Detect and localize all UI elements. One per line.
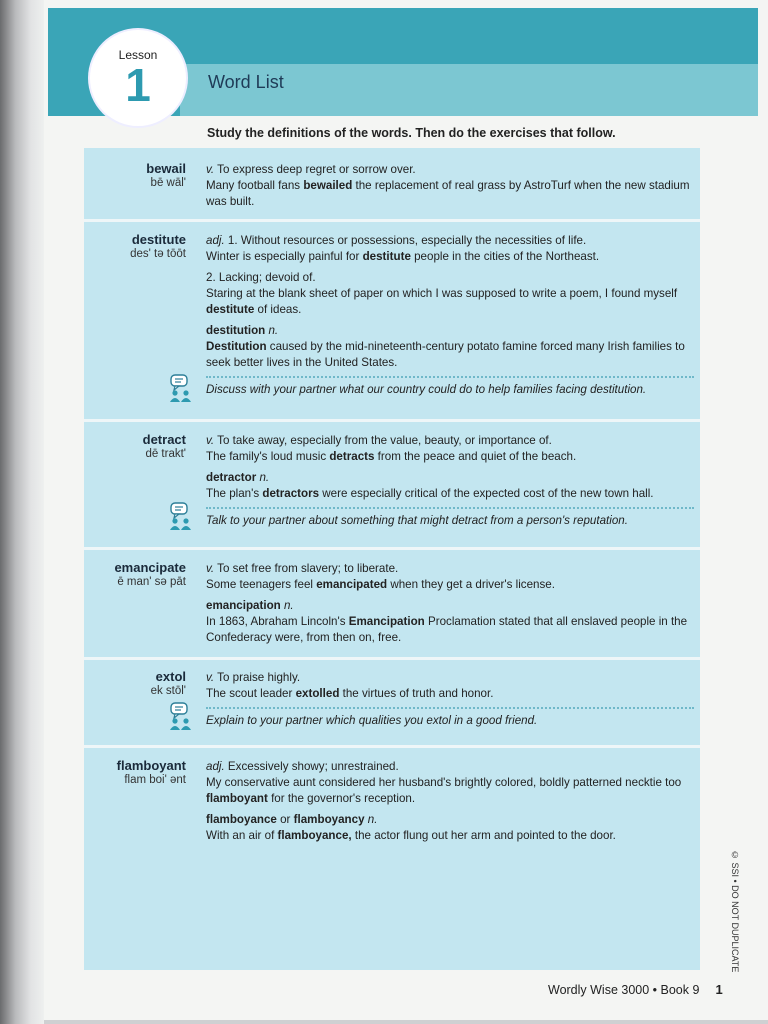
book-spine (0, 0, 44, 1024)
headword-block (143, 432, 186, 460)
pronunciation: ē man' sə pāt (117, 576, 186, 588)
lesson-number: 1 (125, 59, 151, 111)
headword-block (151, 669, 186, 697)
dotted-divider (206, 707, 694, 709)
definitions (206, 670, 696, 729)
headword: extol (155, 669, 186, 684)
instructions: Study the definitions of the words. Then do the exercises that follow. (207, 126, 616, 140)
pronunciation: bē wāl' (150, 177, 186, 189)
dotted-divider (206, 376, 694, 378)
example-sentence: Destitution caused by the mid-nineteenth-century potato famine forced many Irish families to seek better lives in the United States. (206, 340, 685, 369)
derivative: detractor n. (206, 471, 270, 484)
copyright-notice: © SSI • DO NOT DUPLICATE (730, 850, 740, 973)
headword: detract (142, 432, 186, 447)
partner-discussion-icon (168, 502, 194, 532)
example-sentence: Some teenagers feel emancipated when they get a driver's license. (206, 578, 555, 591)
dotted-divider (206, 507, 694, 509)
definition: adj. 1. Without resources or possessions, especially the necessities of life. (206, 234, 587, 247)
headword-block (114, 560, 186, 588)
example-sentence: Staring at the blank sheet of paper on which I was supposed to write a poem, I found myself destitute of ideas. (206, 287, 678, 316)
headword-block (130, 232, 186, 260)
entry-destitute (84, 222, 700, 422)
book-title: Wordly Wise 3000 • Book 9 (548, 983, 700, 997)
discussion-prompt: Discuss with your partner what our country could do to help families facing destitution. (206, 383, 647, 396)
definition: 2. Lacking; devoid of. (206, 271, 316, 284)
definition: v. To set free from slavery; to liberate. (206, 562, 399, 575)
example-sentence: With an air of flamboyance, the actor flung out her arm and pointed to the door. (206, 829, 616, 842)
definition: v. To praise highly. (206, 671, 301, 684)
discussion-prompt: Talk to your partner about something that might detract from a person's reputation. (206, 514, 628, 527)
derivative: flamboyance or flamboyancy n. (206, 813, 378, 826)
derivative: emancipation n. (206, 599, 294, 612)
entry-bewail (84, 148, 700, 222)
example-sentence: The family's loud music detracts from the peace and quiet of the beach. (206, 450, 577, 463)
pronunciation: dē trakt' (145, 448, 186, 460)
word-list (84, 148, 700, 970)
part-of-speech: v. (206, 163, 215, 176)
entry-emancipate (84, 550, 700, 660)
pronunciation: des' tə tōōt (130, 248, 186, 260)
lesson-label: Lesson (118, 48, 158, 62)
example-sentence: In 1863, Abraham Lincoln's Emancipation Proclamation stated that all enslaved people in the Confederacy were, from then on, free. (206, 615, 688, 644)
definition-text: To express deep regret or sorrow over. (214, 163, 416, 176)
definitions (206, 162, 696, 210)
page-footer (548, 982, 723, 997)
headword-block (117, 758, 186, 786)
entry-flamboyant (84, 748, 700, 970)
definition: adj. Excessively showy; unrestrained. (206, 760, 399, 773)
example-sentence: My conservative aunt considered her husband's brightly colored, boldly patterned necktie too flamboyant for the governor's reception. (206, 776, 682, 805)
headword: flamboyant (116, 758, 186, 773)
partner-discussion-icon (168, 702, 194, 732)
definitions (206, 561, 696, 646)
headword-block (146, 161, 186, 189)
entry-detract (84, 422, 700, 550)
example-sentence: Many football fans bewailed the replacement of real grass by AstroTurf when the new stadium was built. (206, 179, 690, 208)
page-number: 1 (715, 982, 723, 997)
pronunciation: ek stōl' (150, 685, 186, 697)
lesson-badge (90, 30, 186, 126)
headword: bewail (146, 161, 186, 176)
page-title: Word List (208, 72, 284, 92)
headword: destitute (131, 232, 186, 247)
example-sentence: The scout leader extolled the virtues of truth and honor. (206, 687, 494, 700)
definition: v. To take away, especially from the value, beauty, or importance of. (206, 434, 552, 447)
partner-discussion-icon (168, 374, 194, 404)
definitions (206, 233, 696, 398)
example-sentence: Winter is especially painful for destitute people in the cities of the Northeast. (206, 250, 600, 263)
example-sentence: The plan's detractors were especially critical of the expected cost of the new town hall. (206, 487, 654, 500)
definition (206, 162, 696, 178)
definitions (206, 759, 696, 844)
definitions (206, 433, 696, 529)
pronunciation: flam boi' ənt (124, 774, 186, 786)
discussion-prompt: Explain to your partner which qualities you extol in a good friend. (206, 714, 538, 727)
headword: emancipate (114, 560, 186, 575)
entry-extol (84, 660, 700, 748)
derivative: destitution n. (206, 324, 279, 337)
